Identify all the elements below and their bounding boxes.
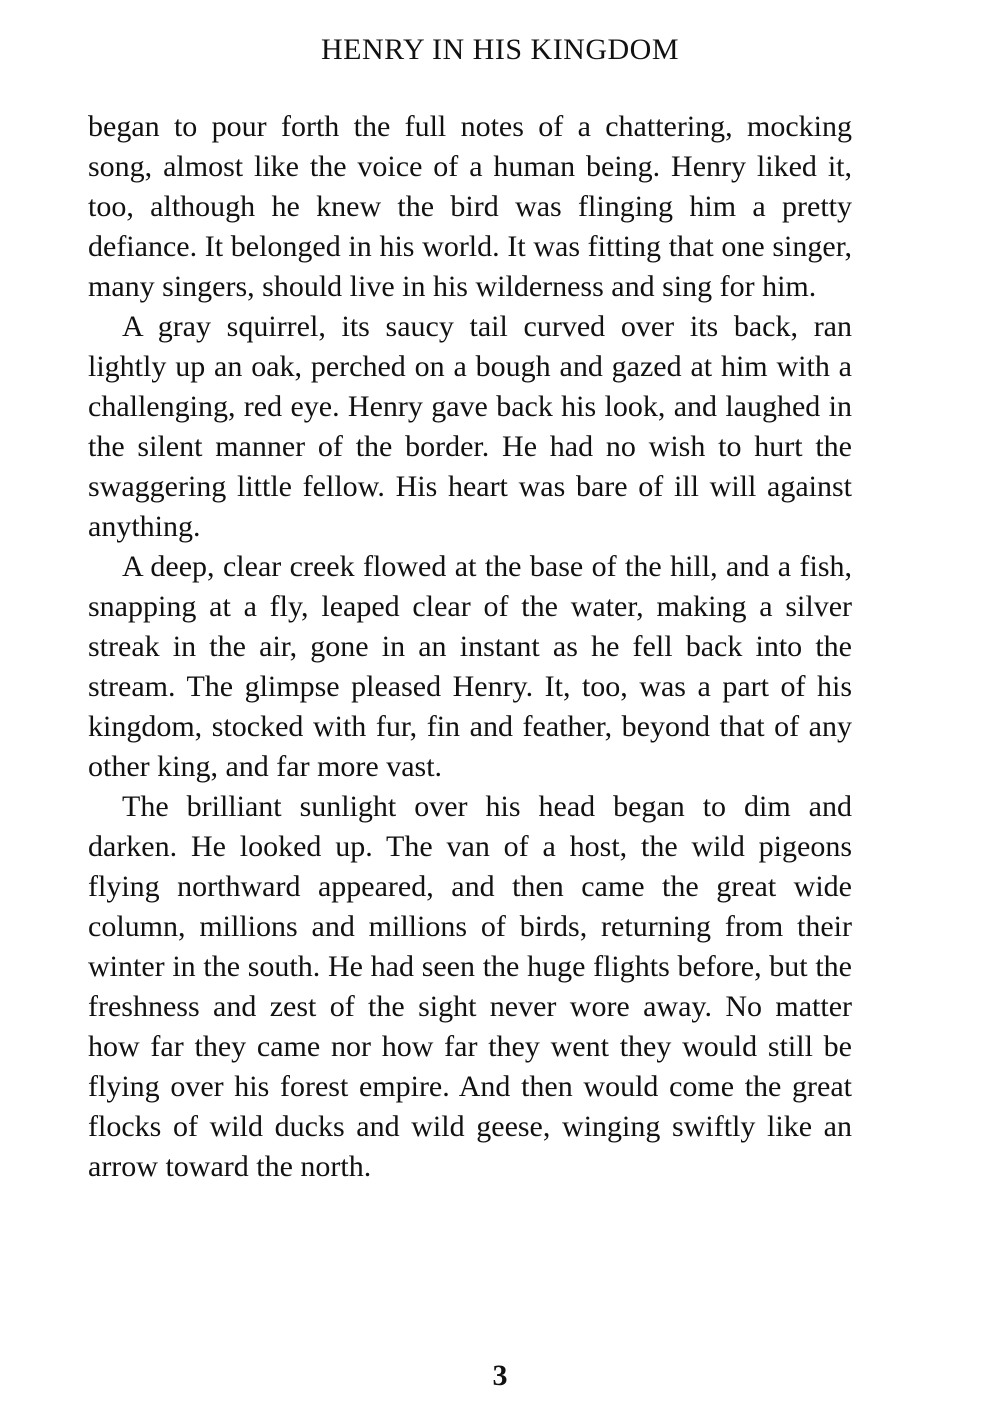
body-text [88,107,852,1187]
paragraph-creek: A deep, clear creek flowed at the base of the hill, and a fish, snapping at a fly, leaped clear of the water, making a silver streak in the air, gone in an instant as he fell back into the stream. The glimpse pleased Henry. It, too, was a part of his kingdom, stocked with fur, fin and feather, beyond that of any other king, and far more vast. [88,550,852,783]
paragraph-squirrel: A gray squirrel, its saucy tail curved over its back, ran lightly up an oak, perched on a bough and gazed at him with a challenging, red eye. Henry gave back his look, and laughed in the silent manner of the border. He had no wish to hurt the swaggering little fellow. His heart was bare of ill will against anything. [88,310,852,543]
paragraph-mockingbird: began to pour forth the full notes of a chattering, mocking song, almost like the voice of a human being. Henry liked it, too, although he knew the bird was flinging him a pretty defiance. It belonged in his world. It was fitting that one singer, many singers, should live in his wilderness and sing for him. [88,110,852,303]
page-number: 3 [492,1359,508,1392]
running-head: HENRY IN HIS KINGDOM [320,33,680,66]
paragraph-pigeons: The brilliant sunlight over his head began to dim and darken. He looked up. The van of a host, the wild pigeons flying northward appeared, and then came the great wide column, millions and millions of birds, returning from their winter in the south. He had seen the huge flights before, but the freshness and zest of the sight never wore away. No matter how far they came nor how far they went they would still be flying over his forest empire. And then would come the great flocks of wild ducks and wild geese, winging swiftly like an arrow toward the north. [88,790,852,1183]
